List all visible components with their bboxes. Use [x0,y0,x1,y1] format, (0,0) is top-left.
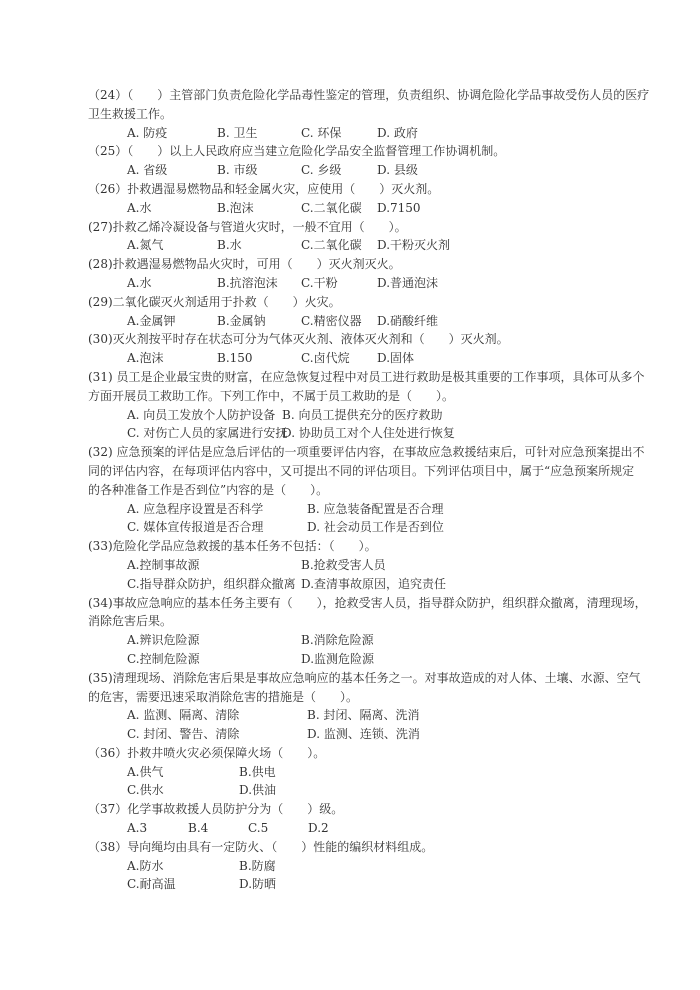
question-38-option-a: A.防水 [127,858,164,873]
question-24-option-a: A. 防疫 [127,125,168,140]
question-27-text-line-1: (27)扑救乙烯冷凝设备与管道火灾时，一般不宜用（ ）。 [88,219,407,234]
question-25-text-line-1: （25）（ ）以上人民政府应当建立危险化学品安全监督管理工作协调机制。 [88,144,506,159]
question-34 [88,594,647,669]
question-38-option-b: B.防腐 [239,858,276,873]
question-37-option-b: B.4 [188,821,209,836]
question-32 [88,443,645,537]
question-31-text-line-2: 方面开展员工救助工作。下列工作中，不属于员工救助的是（ ）。 [88,388,455,403]
question-27-option-b: B.水 [217,238,242,253]
question-36-options-row-1 [88,763,630,782]
question-36-text-line-1: （36）扑救井喷火灾必须保障火场（ ）。 [88,745,326,760]
question-35-option-c: C. 封闭、警告、清除 [127,727,240,742]
question-24-options [88,124,630,143]
question-35-options-row-2 [88,725,630,744]
question-35-option-d: D. 监测、连锁、洗消 [307,727,420,742]
question-31-option-c: C. 对伤亡人员的家属进行安抚 [127,426,288,441]
question-27-options [88,236,630,255]
question-27-option-a: A.氮气 [127,238,164,253]
question-25-option-d: D. 县级 [377,163,418,178]
question-37-option-c: C.5 [248,821,269,836]
question-32-options-row-2 [88,518,630,537]
question-29-option-d: D.硝酸纤维 [377,313,439,328]
question-25-option-b: B. 市级 [217,163,258,178]
question-24-option-b: B. 卫生 [217,125,258,140]
question-33-option-a: A.控制事故源 [127,557,200,572]
question-27-option-d: D.干粉灭火剂 [377,238,451,253]
question-30-text-line-1: (30)灭火剂按平时存在状态可分为气体灭火剂、液体灭火剂和（ ）灭火剂。 [88,332,509,347]
question-29-options [88,312,630,331]
question-34-option-b: B.消除危险源 [301,633,374,648]
question-25 [88,142,630,180]
question-31-options-row-2 [88,424,630,443]
question-36 [88,744,630,800]
question-33-option-b: B.抢救受害人员 [301,557,386,572]
question-26-text-line-1: （26）扑救遇湿易燃物品和轻金属火灾，应使用（ ）灭火剂。 [88,181,440,196]
question-26-option-a: A.水 [127,200,152,215]
question-33-options-row-1 [88,556,630,575]
question-36-option-d: D.供油 [239,783,277,798]
question-28-text-line-1: (28)扑救遇湿易燃物品火灾时，可用（ ）灭火剂灭火。 [88,257,401,272]
question-31 [88,368,645,443]
question-28 [88,255,630,293]
question-38 [88,838,630,894]
question-27 [88,218,630,256]
question-37-option-d: D.2 [308,821,329,836]
question-38-options-row-2 [88,875,630,894]
question-32-option-b: B. 应急装备配置是否合理 [307,501,444,516]
question-35-text-line-2: 的危害，需要迅速采取消除危害的措施是（ ）。 [88,689,359,704]
question-28-option-d: D.普通泡沫 [377,275,439,290]
question-24-text-line-2: 卫生救援工作。 [88,106,173,121]
question-35-option-b: B. 封闭、隔离、洗消 [307,708,420,723]
question-25-options [88,161,630,180]
question-29 [88,293,630,331]
question-29-option-a: A.金属钾 [127,313,176,328]
question-31-option-b: B. 向员工提供充分的医疗救助 [282,407,443,422]
question-29-text-line-1: (29)二氧化碳灭火剂适用于扑救（ ）火灾。 [88,294,341,309]
question-35-text-line-1: (35)清理现场、消除危害后果是事故应急响应的基本任务之一。对事故造成的对人体、土壤、水源、空气 [88,670,641,685]
question-35-options-row-1 [88,706,630,725]
question-29-option-c: C.精密仪器 [301,313,362,328]
question-31-option-a: A. 向员工发放个人防护设备 [127,407,276,422]
question-26-option-b: B.泡沫 [217,200,254,215]
question-38-options-row-1 [88,857,630,876]
question-26-options [88,199,630,218]
question-30-option-b: B.150 [217,351,253,366]
question-32-text-line-3: 的各种准备工作是否到位”内容的是（ ）。 [88,482,329,497]
question-34-option-c: C.控制危险源 [127,651,200,666]
question-30-options [88,349,630,368]
question-37-text-line-1: （37）化学事故救援人员防护分为（ ）级。 [88,802,344,817]
question-33-option-c: C.指导群众防护，组织群众撤离 [127,576,296,591]
question-28-option-b: B.抗溶泡沫 [217,275,278,290]
question-34-text-line-1: (34)事故应急响应的基本任务主要有（ ），抢救受害人员，指导群众防护，组织群众撤离，清理现场， [88,595,647,610]
question-35-option-a: A. 监测、隔离、清除 [127,708,240,723]
question-34-options-row-1 [88,631,630,650]
question-25-option-c: C. 乡级 [301,163,342,178]
question-32-options-row-1 [88,500,630,519]
question-33-text-line-1: (33)危险化学品应急救援的基本任务不包括：（ ）。 [88,539,377,554]
question-29-option-b: B.金属钠 [217,313,266,328]
question-35 [88,669,641,744]
question-30-option-d: D.固体 [377,351,415,366]
question-36-options-row-2 [88,781,630,800]
question-33-option-d: D.查清事故原因，追究责任 [301,576,447,591]
question-26 [88,180,630,218]
question-30-option-c: C.卤代烷 [301,351,350,366]
question-26-option-c: C.二氧化碳 [301,200,362,215]
question-34-text-line-2: 消除危害后果。 [88,614,173,629]
question-24-option-d: D. 政府 [377,125,418,140]
question-28-option-c: C.干粉 [301,275,338,290]
question-38-text-line-1: （38）导向绳均由具有一定防火、（ ）性能的编织材料组成。 [88,839,434,854]
question-28-option-a: A.水 [127,275,152,290]
question-36-option-c: C.供水 [127,783,164,798]
question-32-option-d: D. 社会动员工作是否到位 [307,520,444,535]
question-36-option-a: A.供气 [127,764,164,779]
question-24-option-c: C. 环保 [301,125,342,140]
question-32-option-a: A. 应急程序设置是否科学 [127,501,264,516]
question-30 [88,330,630,368]
question-27-option-c: C.二氧化碳 [301,238,362,253]
question-34-option-a: A.辨识危险源 [127,633,200,648]
question-32-option-c: C. 媒体宣传报道是否合理 [127,520,264,535]
question-32-text-line-1: (32) 应急预案的评估是应急后评估的一项重要评估内容，在事故应急救援结束后，可针对应急预案提出不 [88,445,645,460]
question-36-option-b: B.供电 [239,764,276,779]
question-31-options-row-1 [88,406,630,425]
question-37-options [88,819,630,838]
question-30-option-a: A.泡沫 [127,351,164,366]
question-24-text-line-1: （24）（ ）主管部门负责危险化学品毒性鉴定的管理，负责组织、协调危险化学品事故受伤人员的医疗 [88,88,650,102]
question-37 [88,800,630,838]
question-33-options-row-2 [88,575,630,594]
question-34-option-d: D.监测危险源 [301,651,375,666]
question-26-option-d: D.7150 [377,200,421,215]
question-31-text-line-1: (31) 员工是企业最宝贵的财富，在应急恢复过程中对员工进行救助是极其重要的工作事项，具体可从多个 [88,369,645,384]
question-33 [88,537,630,593]
question-38-option-c: C.耐高温 [127,877,176,892]
question-31-option-d: D. 协助员工对个人住处进行恢复 [282,426,455,441]
question-28-options [88,274,630,293]
question-24 [88,86,650,142]
question-25-option-a: A. 省级 [127,163,168,178]
question-37-option-a: A.3 [127,821,148,836]
question-32-text-line-2: 同的评估内容，在每项评估内容中，又可提出不同的评估项目。下列评估项目中，属于“应急预案所规定 [88,463,635,478]
question-34-options-row-2 [88,650,630,669]
question-38-option-d: D.防晒 [239,877,277,892]
